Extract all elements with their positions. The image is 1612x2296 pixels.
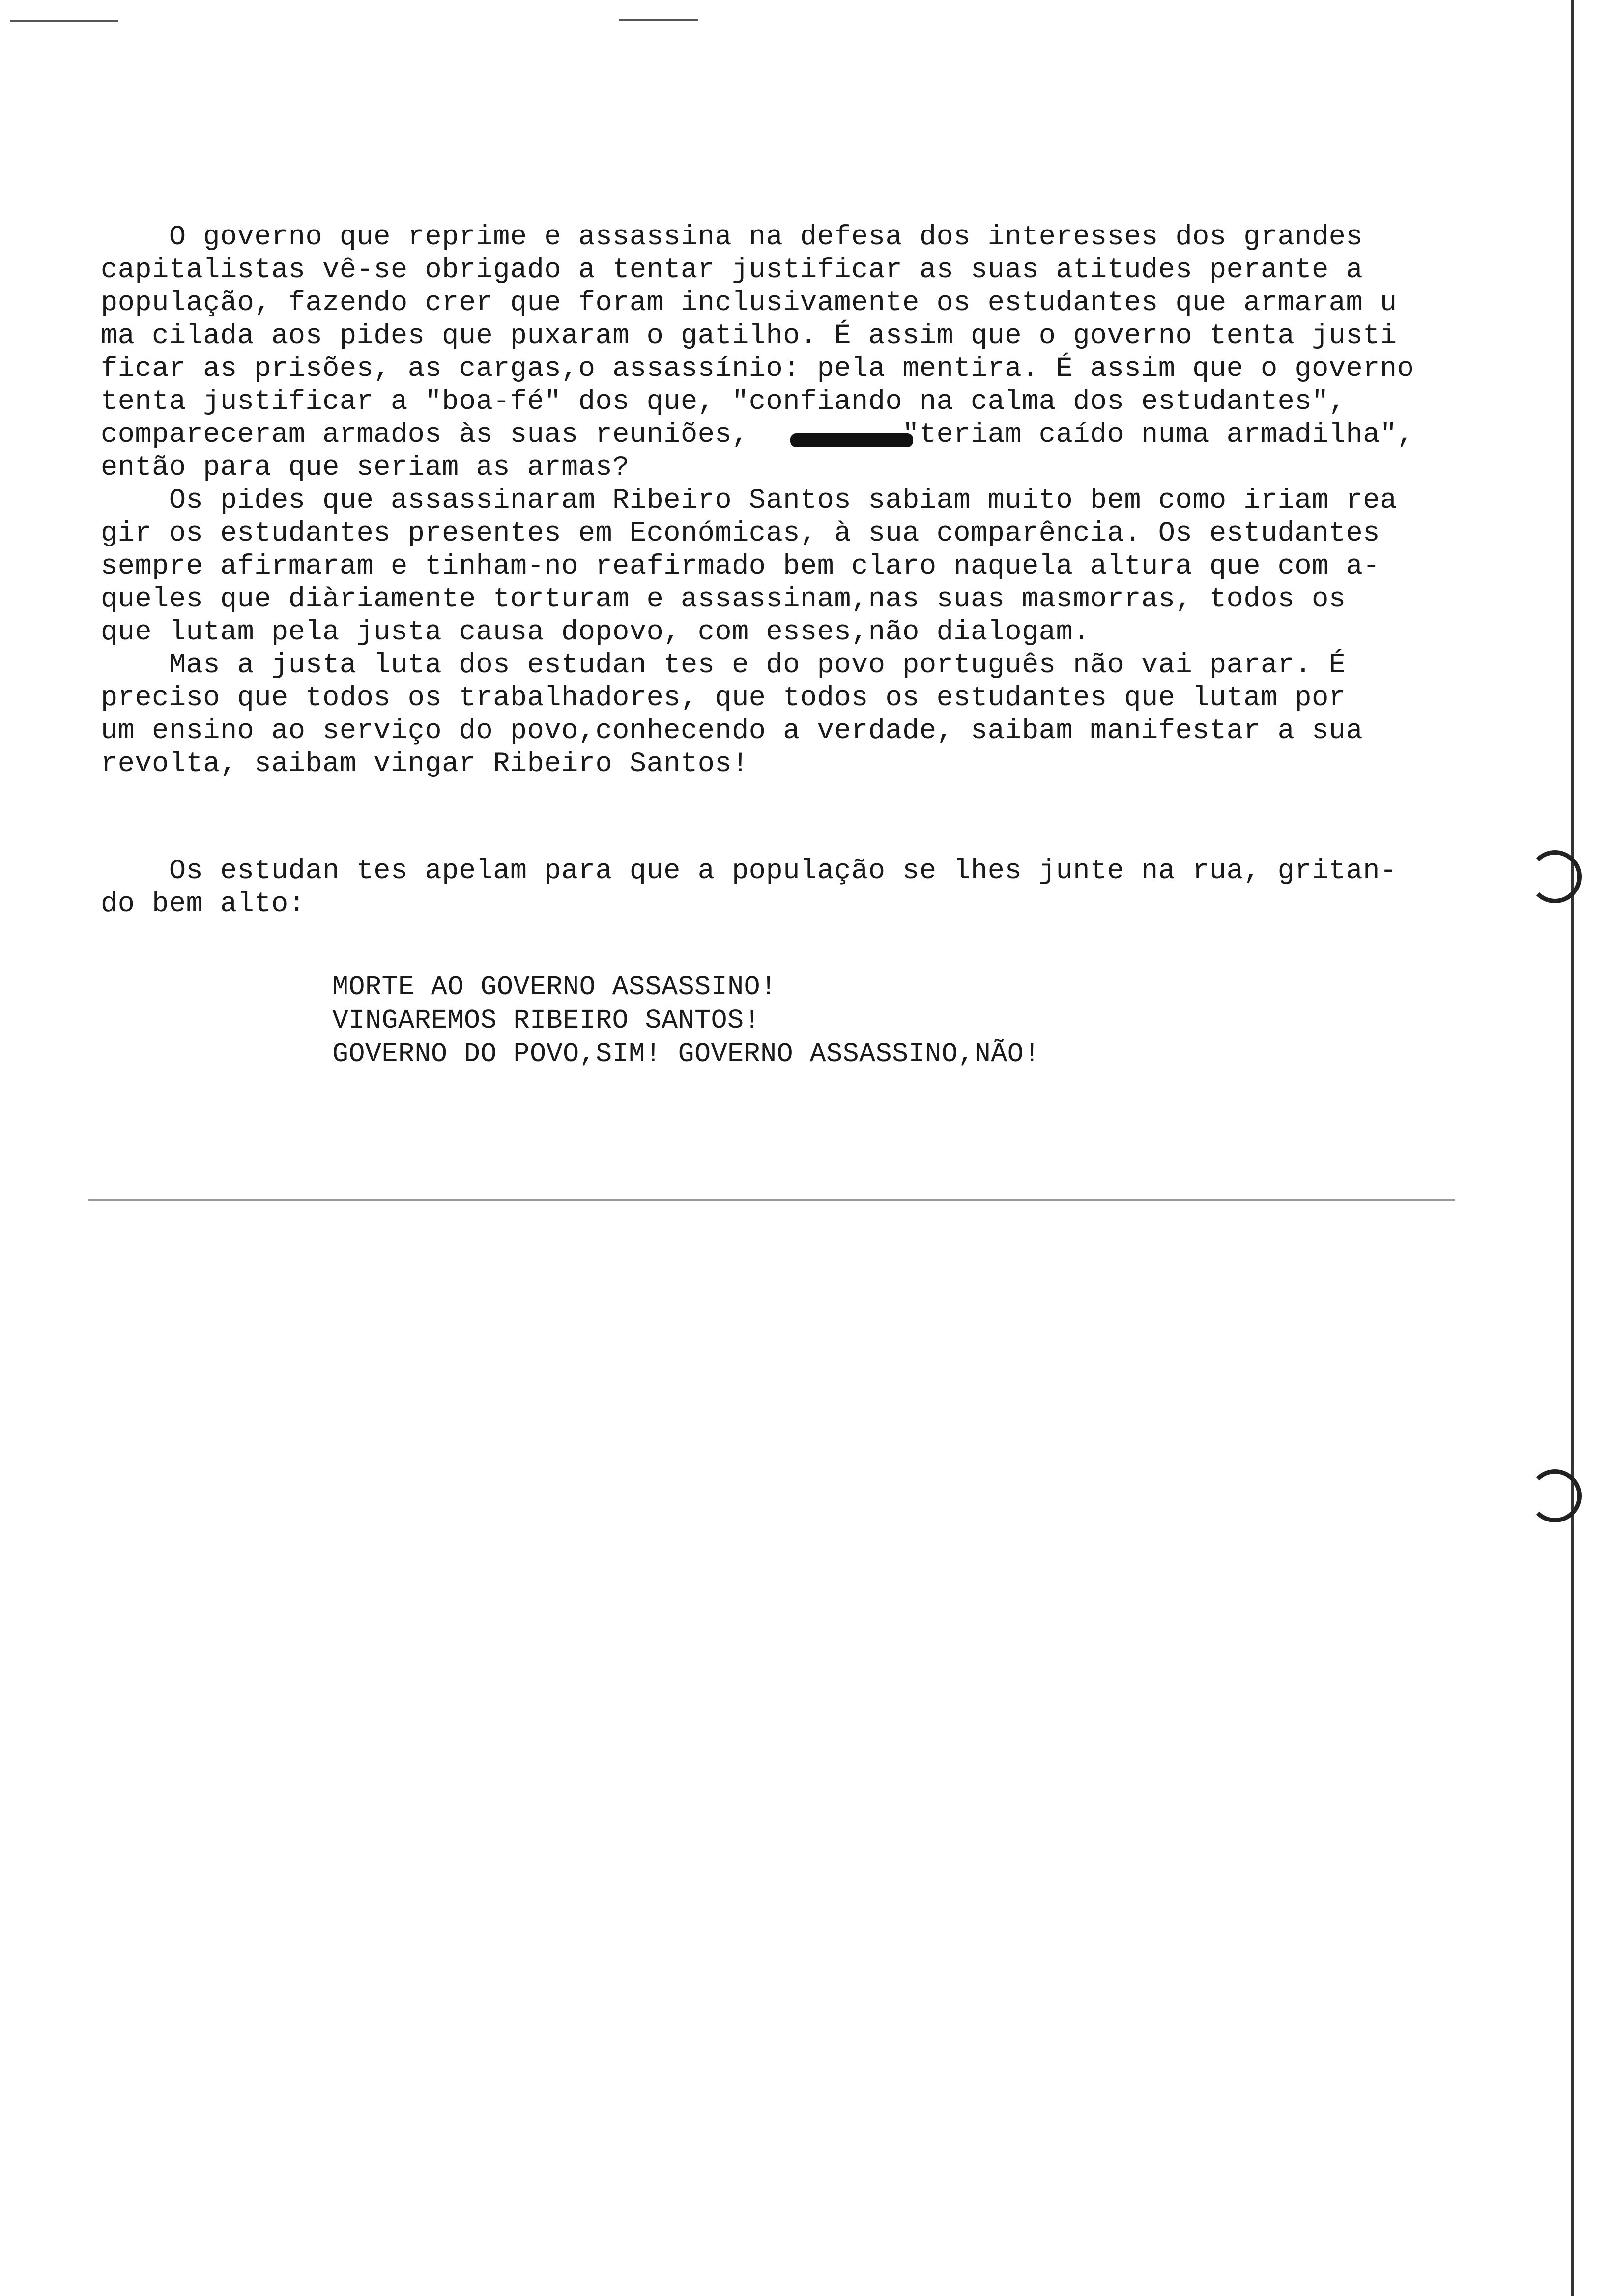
slogan-list xyxy=(332,971,1040,1071)
slogan-line: GOVERNO DO POVO,SIM! GOVERNO ASSASSINO,NÃO! xyxy=(332,1038,1040,1069)
text-line: ficar as prisões, as cargas,o assassínio: pela mentira. É assim que o governo xyxy=(101,353,1414,385)
text-line: revolta, saibam vingar Ribeiro Santos! xyxy=(101,748,749,780)
binder-hole-bottom xyxy=(1528,1469,1582,1522)
text-line: queles que diàriamente torturam e assassinam,nas suas masmorras, todos os xyxy=(101,584,1346,615)
text-line: compareceram armados às suas reuniões, "teriam caído numa armadilha", xyxy=(101,419,1414,451)
text-line: Os pides que assassinaram Ribeiro Santos sabiam muito bem como iriam rea xyxy=(101,485,1397,517)
top-scan-line-left xyxy=(10,20,118,22)
text-line: que lutam pela justa causa dopovo, com esses,não dialogam. xyxy=(101,617,1090,648)
paragraph-2 xyxy=(101,485,1477,649)
text-line: ma cilada aos pides que puxaram o gatilho. É assim que o governo tenta justi xyxy=(101,320,1397,352)
appeal-paragraph xyxy=(101,855,1477,921)
binder-hole-top xyxy=(1528,850,1582,903)
text-line: Mas a justa luta dos estudan tes e do povo português não vai parar. É xyxy=(101,650,1346,681)
text-line: do bem alto: xyxy=(101,889,306,920)
text-line: então para que seriam as armas? xyxy=(101,452,630,484)
body-text xyxy=(101,221,1477,781)
text-line: O governo que reprime e assassina na defesa dos interesses dos grandes xyxy=(101,222,1363,253)
text-line: tenta justificar a "boa-fé" dos que, "confiando na calma dos estudantes", xyxy=(101,386,1346,418)
paragraph-1 xyxy=(101,221,1477,485)
paragraph-3 xyxy=(101,649,1477,781)
text-line: um ensino ao serviço do povo,conhecendo a verdade, saibam manifestar a sua xyxy=(101,716,1363,747)
text-line: sempre afirmaram e tinham-no reafirmado bem claro naquela altura que com a- xyxy=(101,551,1380,582)
right-page-edge xyxy=(1571,0,1574,2296)
fold-line xyxy=(88,1199,1455,1201)
text-line: gir os estudantes presentes em Económicas, à sua comparência. Os estudantes xyxy=(101,518,1380,549)
text-line: preciso que todos os trabalhadores, que todos os estudantes que lutam por xyxy=(101,683,1346,714)
slogan-line: MORTE AO GOVERNO ASSASSINO! xyxy=(332,972,777,1003)
text-line: Os estudan tes apelam para que a população se lhes junte na rua, gritan- xyxy=(101,856,1397,887)
text-line: população, fazendo crer que foram inclusivamente os estudantes que armaram u xyxy=(101,287,1397,319)
slogan-line: VINGAREMOS RIBEIRO SANTOS! xyxy=(332,1005,761,1036)
text-line: capitalistas vê-se obrigado a tentar justificar as suas atitudes perante a xyxy=(101,255,1363,286)
top-scan-line-middle xyxy=(619,19,698,21)
